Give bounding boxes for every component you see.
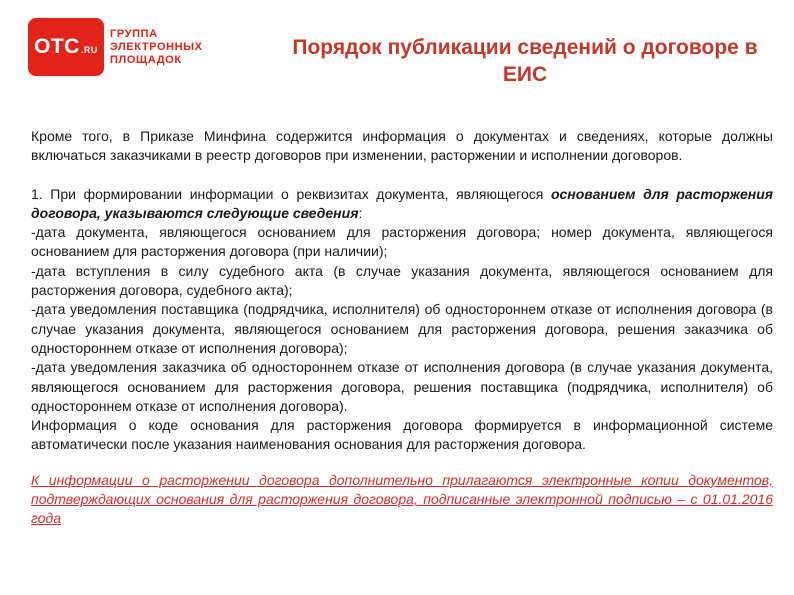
page-title: Порядок публикации сведений о договоре в ЕИС (292, 36, 758, 86)
intro-paragraph: Кроме того, в Приказе Минфина содержится информация о документах и сведениях, которые должны включаться заказчиками в реестр договоров при изменении, расторжении и исполнении договоров. (31, 128, 773, 164)
logo-line: ЭЛЕКТРОННЫХ (110, 40, 203, 53)
logo-line: ГРУППА (110, 27, 158, 40)
point-1-lead: 1. При формировании информации о реквизитах документа, являющегося (31, 185, 551, 202)
point-1-colon: : (358, 204, 363, 221)
list-item: -дата документа, являющегося основанием для расторжения договора; номер документа, являющегося основанием для расторжения договора (при наличии); (31, 224, 773, 260)
highlight-note: К информации о расторжении договора дополнительно прилагаются электронные копии документов, подтверждающих основания для расторжения договора, подписанные электронной подписью – с 01.01.2016 года (31, 471, 773, 527)
logo-mark-text: OTC (34, 35, 80, 58)
info-paragraph: Информация о коде основания для расторжения договора формируется в информационной системе автоматически после указания наименования основания для расторжения договора. (31, 417, 773, 453)
list-item: -дата вступления в силу судебного акта (в случае указания документа, являющегося основанием для расторжения договора, судебного акта); (31, 262, 773, 299)
logo-line: ПЛОЩАДОК (110, 53, 182, 66)
logo (28, 18, 203, 76)
list-item: -дата уведомления поставщика (подрядчика, исполнителя) об одностороннем отказе от исполнения договора (в случае указания документа, являющегося основанием для расторжения договора, решения заказчика об одностороннем отказе от исполнения договора); (31, 301, 773, 356)
point-1 (31, 185, 773, 224)
point-1-emphasis: основанием для расторжения договора, указываются следующие сведения (31, 185, 773, 221)
document-body (31, 127, 773, 529)
logo-mark-suffix: .RU (80, 45, 98, 55)
logo-mark (28, 18, 104, 76)
logo-text (110, 28, 203, 67)
list-item: -дата уведомления заказчика об одностороннем отказе от исполнения договора (в случае указания документа, являющегося основанием для расторжения договора, решения поставщика (подрядчика, исполнителя) об одностороннем отказе от исполнения договора). (31, 359, 773, 414)
